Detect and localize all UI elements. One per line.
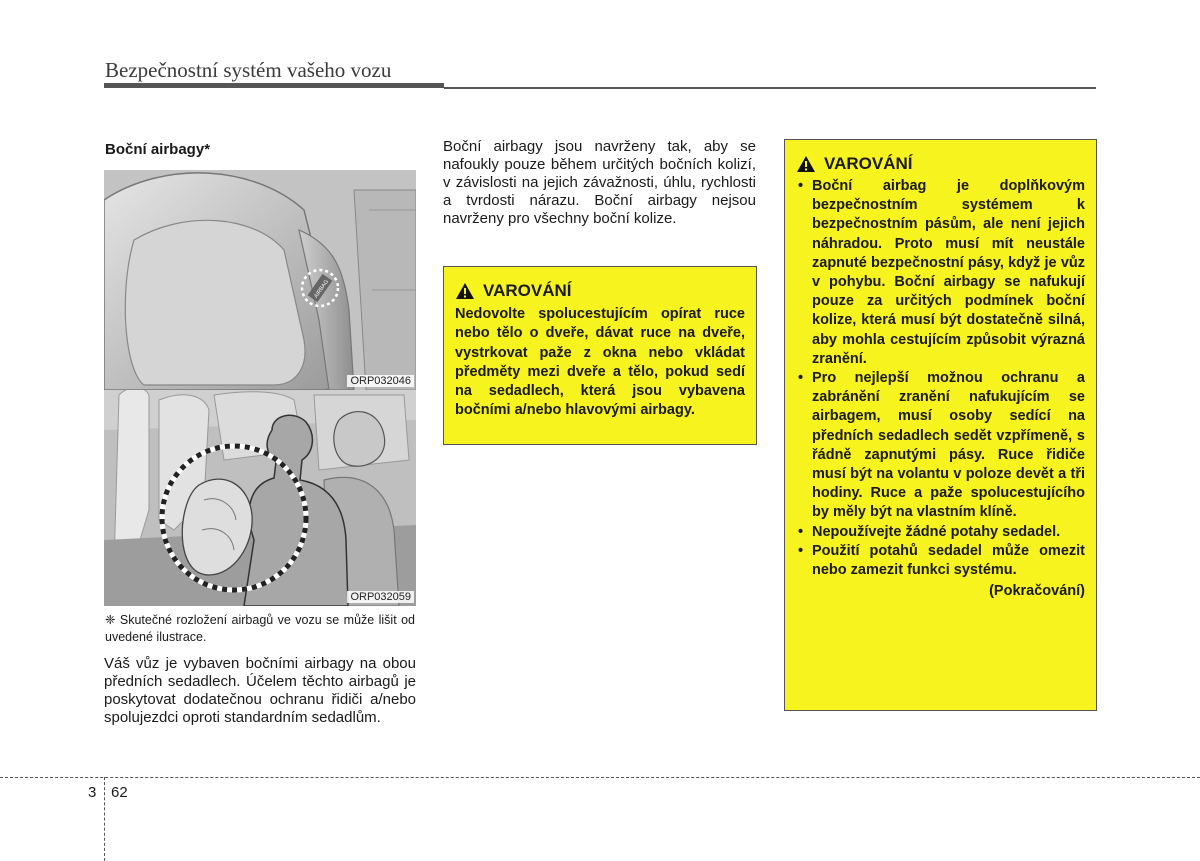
airbag-label-text: AIRBAG [313, 278, 331, 300]
continued-note: (Pokračování) [989, 583, 1085, 600]
warning-title: VAROVÁNÍ [483, 281, 572, 300]
warning-box-middle [443, 266, 757, 445]
deployed-side-airbag-illustration [104, 390, 416, 606]
chapter-number: 3 [88, 784, 97, 801]
warning-triangle-icon [455, 282, 475, 300]
figure-code: ORP032059 [347, 591, 414, 603]
warning-box-right [784, 139, 1097, 711]
body-text-middle: Boční airbagy jsou navrženy tak, aby se nafoukly pouze během určitých bočních kolizí, v závislosti na jejich závažnosti, úhlu, rychlosti a tvrdosti nárazu. Boční airbagy nejsou navrženy pro všechny boční kolize. [443, 138, 756, 227]
figure-footnote: ❈ Skutečné rozložení airbagů ve vozu se může lišit od uvedené ilustrace. [105, 613, 415, 644]
header-bar [104, 83, 444, 88]
header-title: Bezpečnostní systém vašeho vozu [105, 58, 392, 82]
warning-item: • Nepoužívejte žádné potahy sedadel. [796, 523, 1085, 542]
warning-item: • Pro nejlepší možnou ochranu a zabránění zranění nafukujícím se airbagem, musí osoby sedící na předních sedadlech sedět vzpřímeně, s řádně zapnutými pásy. Ruce řidiče musí být na volantu v poloze devět a tři hodiny. Ruce a paže spolucestujícího by měly být na vlastním klíně. [796, 369, 1085, 523]
warning-title: VAROVÁNÍ [824, 154, 913, 173]
figure-code: ORP032046 [347, 375, 414, 387]
seat-side-airbag-label-illustration [104, 170, 416, 390]
footer-rule [0, 777, 1200, 778]
page-number: 62 [111, 784, 128, 801]
warning-text: Nedovolte spolucestujícím opírat ruce nebo tělo o dveře, dávat ruce na dveře, vystrkovat paže z okna nebo vkládat předměty mezi dveře a tělo, pokud sedí na sedadlech, která jsou vybavena bočními a/nebo hlavovými airbagy. [455, 306, 745, 419]
section-title: Boční airbagy* [105, 141, 211, 158]
footer-divider [104, 777, 105, 861]
figure-deployed-airbag [104, 390, 416, 606]
body-text-left: Váš vůz je vybaven bočními airbagy na obou předních sedadlech. Účelem těchto airbagů je poskytovat dodatečnou ochranu řidiči a/nebo spolujezdci oproti standardním sedadlům. [104, 655, 416, 726]
figure-seat-label [104, 170, 416, 390]
warning-item: • Boční airbag je doplňkovým bezpečnostním systémem k bezpečnostním pásům, ale není jejich náhradou. Proto musí mít neustále zapnuté bezpečnostní pásy, když je vůz v pohybu. Boční airbagy se nafukují pouze za určitých podmínek boční kolize, která musí být dostatečně silná, aby mohla cestujícím způsobit výrazná zranění. [796, 177, 1085, 369]
warning-triangle-icon [796, 155, 816, 173]
warning-list [796, 177, 1085, 580]
header-rule [444, 87, 1096, 89]
warning-item: • Použití potahů sedadel může omezit nebo zamezit funkci systému. [796, 542, 1085, 580]
